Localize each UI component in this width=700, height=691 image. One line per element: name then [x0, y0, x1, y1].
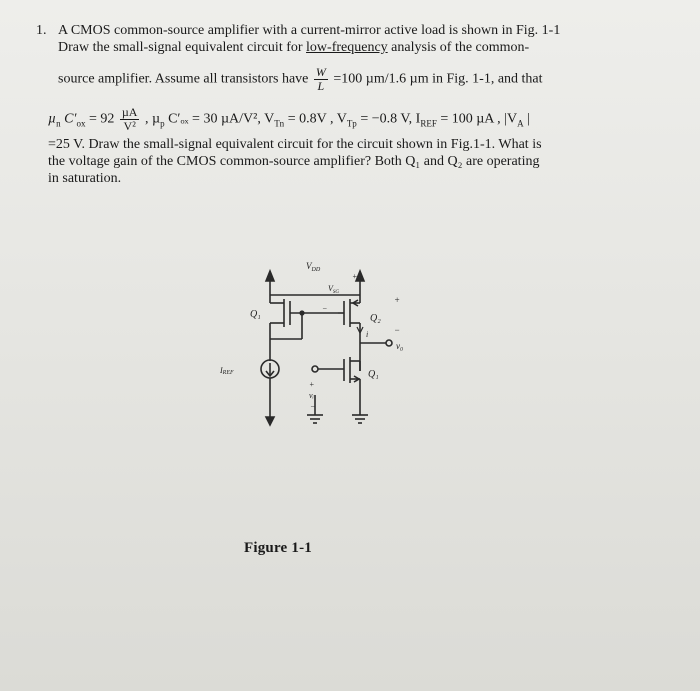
- q1-right-label: Q₁: [368, 369, 379, 380]
- vdd-label: $V_{DD}$: [306, 261, 321, 273]
- fraction-ua: µA: [121, 105, 138, 119]
- vtp-sub: Tp: [346, 118, 357, 129]
- input-terminal: [312, 366, 318, 372]
- va-sub: A: [517, 118, 524, 129]
- mu-p-prefix: , µ: [144, 111, 161, 127]
- problem-line-3: [58, 66, 543, 93]
- mun-cox-value: = 92: [88, 111, 115, 127]
- problem-line-5: =25 V. Draw the small-signal equivalent circuit for the circuit shown in Fig.1-1. What is: [48, 137, 542, 152]
- vtn-value: = 0.8V , V: [287, 111, 347, 127]
- vo-label: v₀: [396, 341, 404, 351]
- vi-label: vᵢ: [309, 391, 314, 400]
- iref-value: = 100 µA , |V: [440, 111, 518, 127]
- va-end: |: [527, 111, 530, 127]
- q1-left-label: Q₁: [250, 309, 261, 320]
- problem-line-7: in saturation.: [48, 171, 122, 186]
- problem-line-4: µ$_n$ $C'_{ox} = 92$ $\frac{\text{µA}}{\text{V²}}$ , µ$_p$ C′ₒₓ = 30 µA/V², $V_{Tn} = 0.8V$ , $V_{Tp} = -0.8$ V, $I_{REF} = 100$ µA , $|V_A$ |: [48, 105, 530, 133]
- vsg-label: $V_{SG}$: [328, 284, 340, 295]
- vo-minus: −: [394, 325, 401, 335]
- mup-cox-value: C′ₒₓ = 30 µA/V², V: [168, 111, 275, 127]
- ua-per-v2-fraction: [120, 106, 140, 133]
- figure-caption: Figure 1-1: [244, 540, 312, 556]
- iref-ground-arrow-icon: [266, 417, 274, 425]
- w-over-l-fraction: [314, 66, 328, 93]
- vo-plus: +: [394, 295, 401, 305]
- problem-line-1: A CMOS common-source amplifier with a current-mirror active load is shown in Fig. 1-1: [58, 23, 561, 38]
- problem-line-3-end: =100 µm/1.6 µm in Fig. 1-1, and that: [333, 71, 543, 87]
- vsg-plus: +: [352, 272, 358, 281]
- output-terminal: [386, 340, 392, 346]
- fraction-w: W: [315, 65, 326, 79]
- vi-minus: −: [310, 402, 316, 411]
- cox-prime: C′: [64, 111, 77, 127]
- mu-n: µ: [48, 111, 57, 127]
- circuit-figure: [210, 255, 430, 435]
- vtn-sub: Tn: [274, 118, 285, 129]
- vi-plus: +: [309, 380, 315, 389]
- iref-label: IREF: [220, 366, 234, 376]
- vsg-minus: −: [322, 304, 328, 313]
- problem-line-3-start: source amplifier. Assume all transistors have: [58, 71, 309, 87]
- problem-line-6: the voltage gain of the CMOS common-source amplifier? Both Q₁ and Q₂ are operating: [48, 154, 540, 169]
- current-i-label: i: [366, 330, 369, 339]
- problem-line-2-end: analysis of the common-: [391, 40, 530, 55]
- gate-node-dot: [300, 311, 304, 315]
- problem-line-2: [58, 39, 529, 56]
- vtp-value: = −0.8 V, I: [360, 111, 421, 127]
- fraction-l: L: [317, 79, 325, 93]
- vdd-left-arrow-icon: [266, 271, 274, 281]
- iref-sub: REF: [420, 118, 437, 129]
- problem-line-2-start: Draw the small-signal equivalent circuit for: [58, 40, 303, 55]
- underlined-low-frequency: low-frequency: [306, 40, 388, 55]
- q2-label: Q₂: [370, 313, 381, 324]
- fraction-v2: V²: [123, 119, 136, 133]
- problem-number: 1.: [36, 23, 47, 38]
